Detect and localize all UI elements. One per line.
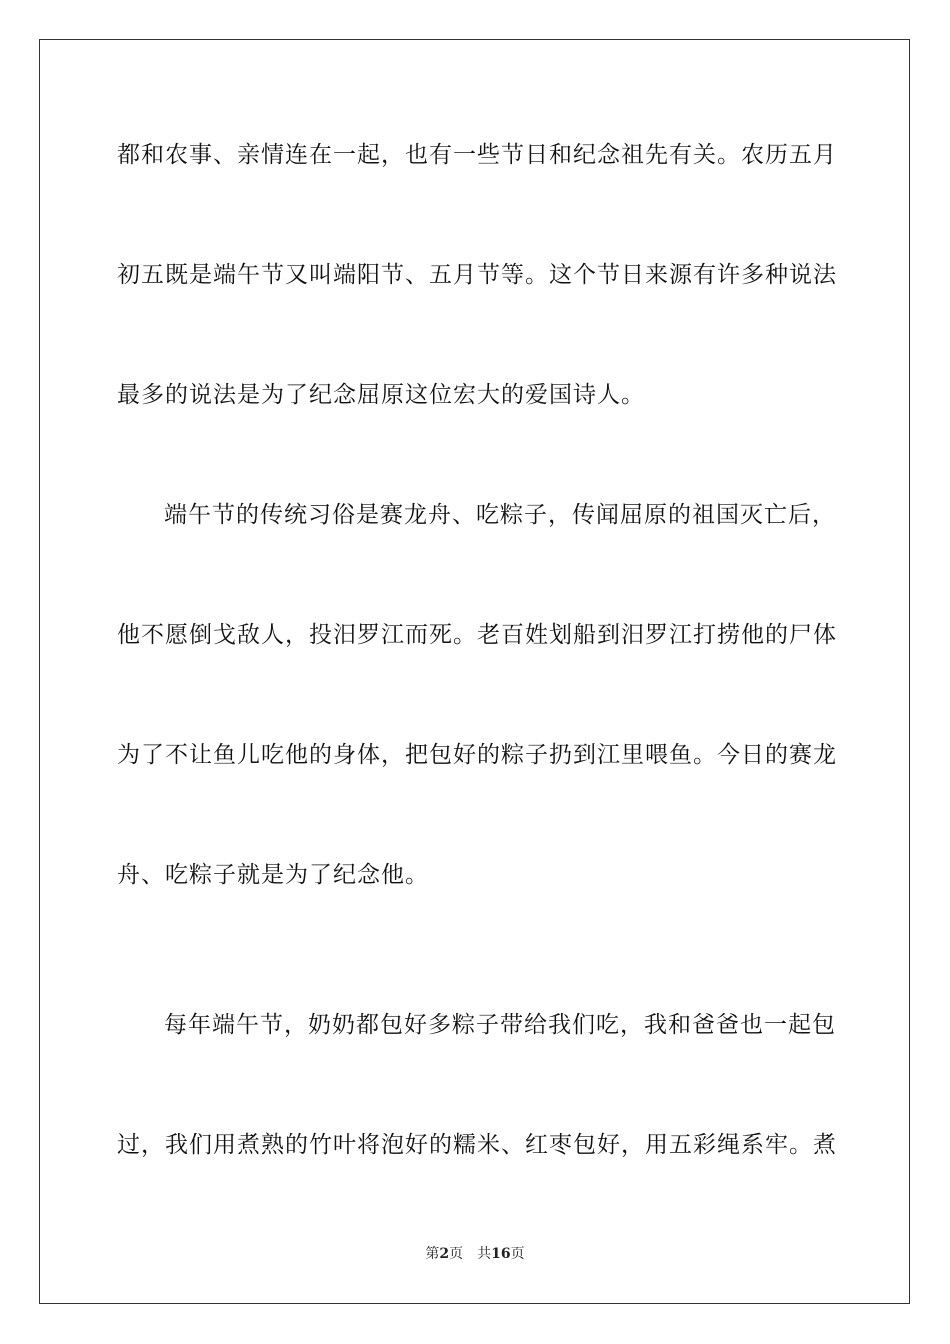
body-line-2: 初五既是端午节又叫端阳节、五月节等。这个节日来源有许多种说法 (117, 262, 837, 288)
page-label-suffix: 页 (449, 1246, 464, 1262)
body-line-9: 过，我们用煮熟的竹叶将泡好的糯米、红枣包好，用五彩绳系牢。煮 (117, 1132, 837, 1158)
body-line-4: 端午节的传统习俗是赛龙舟、吃粽子，传闻屈原的祖国灭亡后， (164, 502, 836, 528)
page-footer (0, 1245, 950, 1263)
total-label-suffix: 页 (510, 1246, 525, 1262)
body-line-1: 都和农事、亲情连在一起，也有一些节日和纪念祖先有关。农历五月 (117, 142, 837, 168)
body-line-3: 最多的说法是为了纪念屈原这位宏大的爱国诗人。 (117, 382, 645, 408)
page-border (39, 39, 910, 1304)
body-line-7: 舟、吃粽子就是为了纪念他。 (117, 862, 429, 888)
page-number: 2 (439, 1246, 450, 1262)
page-label-prefix: 第 (425, 1246, 440, 1262)
total-pages: 16 (491, 1246, 511, 1262)
total-label-prefix: 共 (477, 1246, 492, 1262)
body-line-8: 每年端午节，奶奶都包好多粽子带给我们吃，我和爸爸也一起包 (164, 1012, 836, 1038)
body-line-6: 为了不让鱼儿吃他的身体，把包好的粽子扔到江里喂鱼。今日的赛龙 (117, 742, 837, 768)
body-line-5: 他不愿倒戈敌人，投汨罗江而死。老百姓划船到汨罗江打捞他的尸体 (117, 622, 837, 648)
